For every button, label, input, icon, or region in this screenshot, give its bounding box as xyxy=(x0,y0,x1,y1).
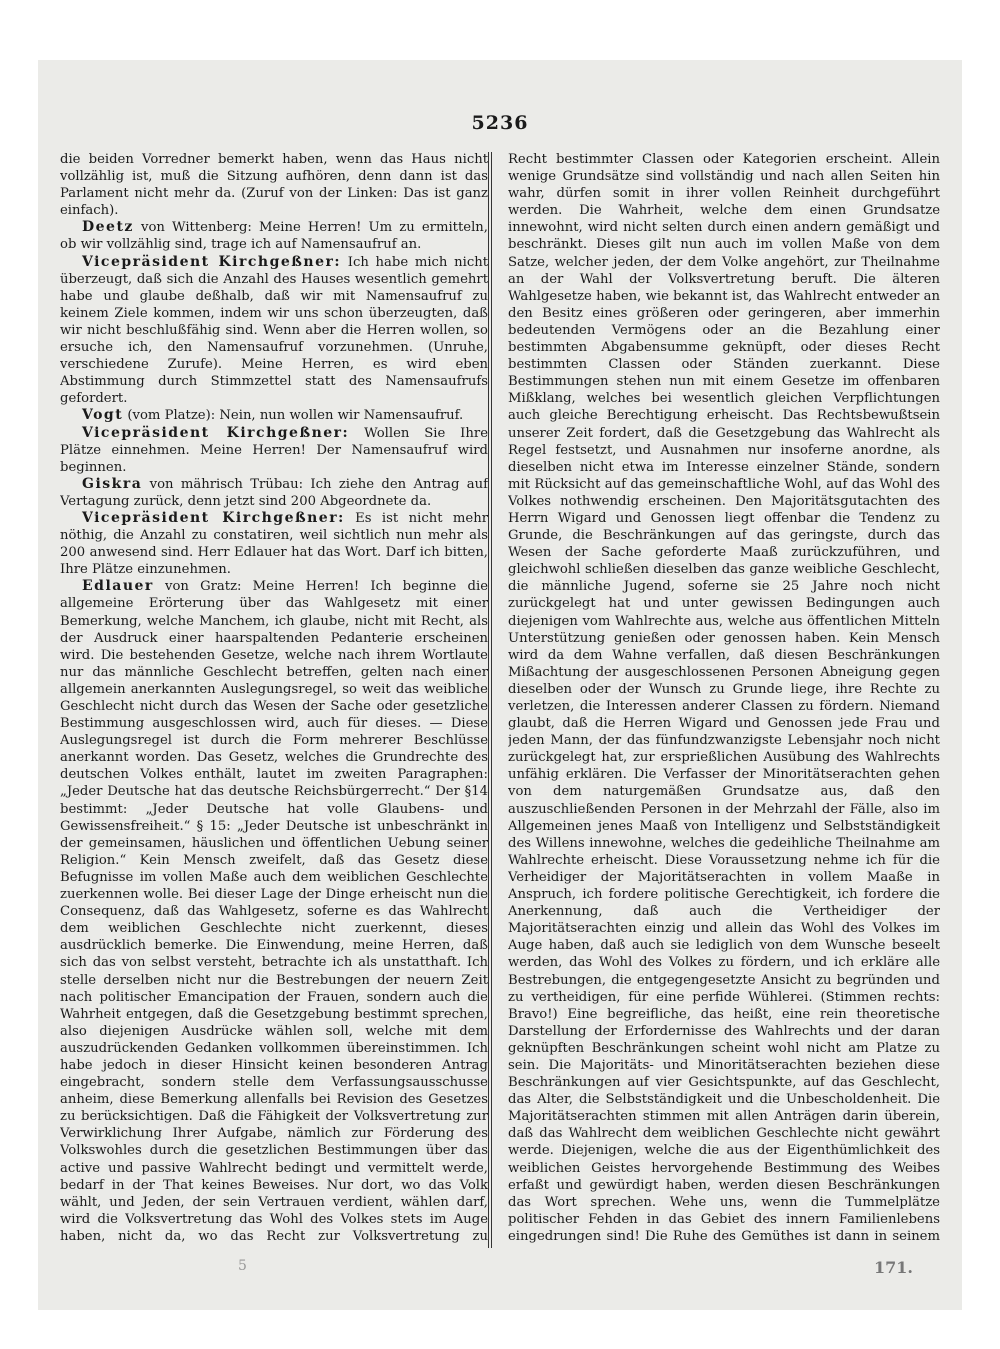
paragraph: Vicepräsident Kirchgeßner: Wollen Sie Ihre Plätze einnehmen. Meine Herren! Der Namensaufruf wird beginnen. xyxy=(60,424,488,475)
paragraph: Vicepräsident Kirchgeßner: Ich habe mich nicht überzeugt, daß sich die Anzahl des Hauses wesentlich gemehrt habe und glaube deßhalb, daß wir mit Namensaufruf zu keinem Ziele kommen, indem wir uns schon überzeugten, daß wir nicht beschlußfähig sind. Wenn aber die Herren wollen, so ersuche ich, den Namensaufruf vorzunehmen. (Unruhe, verschiedene Zurufe). Meine Herren, es wird eben Abstimmung durch Stimmzettel statt des Namensaufrufs gefordert. xyxy=(60,253,488,407)
page-number: 5236 xyxy=(471,112,529,134)
speaker-name: Deetz xyxy=(82,219,134,236)
speaker-name: Edlauer xyxy=(82,578,154,595)
paragraph: Giskra von mährisch Trübau: Ich ziehe den Antrag auf Vertagung zurück, denn jetzt sind 200 Abgeordnete da. xyxy=(60,475,488,509)
paragraph: Vicepräsident Kirchgeßner: Es ist nicht mehr nöthig, die Anzahl zu constatiren, weil sichtlich nun mehr als 200 anwesend sind. Herr Edlauer hat das Wort. Darf ich bitten, Ihre Plätze einzunehmen. xyxy=(60,509,488,578)
speaker-name: Vogt xyxy=(82,407,124,424)
paragraph: Deetz von Wittenberg: Meine Herren! Um zu ermitteln, ob wir vollzählig sind, trage ich auf Namensaufruf an. xyxy=(60,219,488,253)
speaker-name: Vicepräsident Kirchgeßner: xyxy=(82,253,342,270)
speaker-name: Vicepräsident Kirchgeßner: xyxy=(82,509,345,526)
footer-mark-right: 171. xyxy=(874,1258,913,1277)
paragraph: Vogt (vom Platze): Nein, nun wollen wir Namensaufruf. xyxy=(82,407,464,424)
paragraph: Edlauer von Gratz: Meine Herren! Ich beginne die allgemeine Erörterung über das Wahlgesetz mit einer Bemerkung, welche Manchem, ich glaube, nicht mit Recht, als der Ausdruck einer haarspaltenden Pedanterie erscheinen wird. Die bestehenden Gesetze, welche nach ihrem Wortlaute nur das männliche Geschlecht betreffen, gelten nach einer allgemein anerkannten Auslegungsregel, so weit das weibliche Geschlecht nicht durch das Wesen der Sache oder gesetzliche Bestimmung ausgeschlossen wird, auch für dieses. — Diese Auslegungsregel ist durch die Form mehrerer Beschlüsse anerkannt worden. Das Gesetz, welches die Grundrechte des deutschen Volkes enthält, lautet im zweiten Paragraphen: „Jeder Deutsche hat das deutsche Reichsbürgerrecht.“ Der §14 bestimmt: „Jeder Deutsche hat volle Glaubens- und Gewissensfreiheit.“ § 15: „Jeder Deutsche ist unbeschränkt in der gemeinsamen, häuslichen und öffentlichen Uebung seiner Religion.“ Kein Mensch zweifelt, daß das Gesetz diese Befugnisse im vollen Maße auch dem weiblichen Geschlechte zuerkennen wolle. Bei dieser Lage der Dinge erheischt nun die Consequenz, daß das Wahlgesetz, soferne es das Wahlrecht dem weiblichen Geschlechte nicht zuerkennt, dieses ausdrücklich bemerke. Die Einwendung, meine Herren, daß sich das von selbst versteht, betrachte ich als unstatthaft. Ich stelle derselben nicht nur die Bestrebungen der neuern Zeit nach politischer Emancipation der Frauen, sondern auch die Wahrheit entgegen, daß die Gesetzgebung bestimmt sprechen, also diejenigen Ausdrücke wählen soll, welche mit dem auszudrückenden Gedanken vollkommen übereinstimmen. Ich habe jedoch in dieser Hinsicht keinen besonderen Antrag eingebracht, sondern stelle dem Verfassungsausschusse anheim, diese Bemerkung allenfalls bei Revision des Gesetzes zu berücksichtigen. Daß die Fähigkeit der Volksvertretung zur Verwirklichung Ihrer Aufgabe, nämlich zur Förderung des Volkswohles durch die gesetzlichen Bestimmungen über das active und passive Wahlrecht bedingt und vermittelt werde, bedarf in der That keines Beweises. Nur dort, wo das Volk wählt, und Jeden, der sein Vertrauen verdient, wählen darf, wird die Volksvertretung das Wohl des Volkes stets im Auge haben, nicht da, wo das Recht zur Volksvertretung zu xyxy=(60,578,488,1244)
footer-mark-left: 5 xyxy=(238,1258,247,1274)
right-column xyxy=(508,151,940,1246)
paragraph: die beiden Vorredner bemerkt haben, wenn das Haus nicht vollzählig ist, muß die Sitzung aufhören, denn dann ist das Parlament nicht mehr da. (Zuruf von der Linken: Das ist ganz einfach). xyxy=(60,152,488,219)
paragraph: Recht bestimmter Classen oder Kategorien erscheint. Allein wenige Grundsätze sind vollständig und nach allen Seiten hin wahr, dürfen somit in ihrer vollen Reinheit durchgeführt werden. Die Wahrheit, welche dem einen Grundsatze innewohnt, wird nicht selten durch einen andern gemäßigt und beschränkt. Dieses gilt nun auch im vollen Maße von dem Satze, welcher jeden, der dem Volke angehört, zur Theilnahme an der Wahl der Volksvertretung beruft. Die älteren Wahlgesetze haben, wie bekannt ist, das Wahlrecht entweder an den Besitz eines größeren oder geringeren, aber immerhin bedeutenden Vermögens oder an die Bezahlung einer bestimmten Abgabensumme geknüpft, oder dieses Recht bestimmten Classen oder Ständen zuerkannt. Diese Bestimmungen stehen nun mit einem Gesetze im offenbaren Mißklang, welches bei wesentlich gleichen Verpflichtungen auch gleiche Berechtigung erheischt. Das Rechtsbewußtsein unserer Zeit fordert, daß die Gesetzgebung das Wahlrecht als Regel festsetzt, und Ausnahmen nur insoferne anordne, als dieselben nicht etwa im Interesse einzelner Stände, sondern mit Rücksicht auf das gemeinschaftliche Wohl, auf das Wohl des Volkes nothwendig erscheinen. Den Majoritätsgutachten des Herrn Wigard und Genossen liegt offenbar die Tendenz zu Grunde, die Beschränkungen auf das geringste, durch das Wesen der Sache geforderte Maaß zurückzuführen, und gleichwohl schließen dieselben das ganze weibliche Geschlecht, die männliche Jugend, soferne sie 25 Jahre noch nicht zurückgelegt hat und unter gewissen Bedingungen auch diejenigen vom Wahlrechte aus, welche aus öffentlichen Mitteln Unterstützung genießen oder genossen haben. Kein Mensch wird da dem Wahne verfallen, daß diesen Beschränkungen Mißachtung der ausgeschlossenen Personen Abneigung gegen dieselben oder der Wunsch zu Grunde liege, ihre Rechte zu verletzen, die Interessen anderer Classen zu fördern. Niemand glaubt, daß die Herren Wigard und Genossen jede Frau und jeden Mann, der das fünfundzwanzigste Lebensjahr noch nicht zurückgelegt hat, zur ersprießlichen Ausübung des Wahlrechts unfähig erklären. Die Verfasser der Minoritätserachten gehen von dem naturgemäßen Grundsatze aus, daß den auszuschließenden Personen in der Mehrzahl der Fälle, also im Allgemeinen jenes Maaß von Intelligenz und Selbstständigkeit des Willens innewohne, welches die gedeihliche Theilnahme am Wahlrechte erheischt. Diese Voraussetzung nehme ich für die Verheidiger der Majoritätserachten in vollem Maaße in Anspruch, ich fordere politische Gerechtigkeit, ich fordere die Anerkennung, daß auch die Vertheidiger der Majoritätserachten einzig und allein das Wohl des Volkes im Auge haben, daß auch sie lediglich von dem Wunsche beseelt werden, das Wohl des Volkes zu fördern, und ich erkläre alle Bestrebungen, die entgegengesetzte Ansicht zu begründen und zu vertheidigen, für eine perfide Wühlerei. (Stimmen rechts: Bravo!) Eine begreifliche, das heißt, eine rein theoretische Darstellung der Erfordernisse des Wahlrechts und der daran geknüpften Beschränkungen scheint wohl nicht am Platze zu sein. Die Majoritäts- und Minoritätserachten beziehen diese Beschränkungen auf vier Gesichtspunkte, auf das Geschlecht, das Alter, die Selbstständigkeit und die Unbescholdenheit. Die Majoritätserachten stimmen mit allen Anträgen darin überein, daß das Wahlrecht dem weiblichen Geschlechte nicht gewährt werde. Diejenigen, welche die aus der Eigenthümlichkeit des weiblichen Geistes hervorgehende Bestimmung des Weibes erfaßt und gewürdigt haben, werden diesen Beschränkungen das Wort sprechen. Wehe uns, wenn die Tummelplätze politischer Fehden in das Gebiet des innern Familienlebens eingedrungen sind! Die Ruhe des Gemüthes ist dann in seinem xyxy=(508,152,940,1244)
left-column xyxy=(60,151,488,1246)
speaker-name: Vicepräsident Kirchgeßner: xyxy=(82,424,350,441)
newspaper-page xyxy=(38,60,962,1310)
speaker-name: Giskra xyxy=(82,475,143,492)
column-divider xyxy=(488,152,492,1248)
